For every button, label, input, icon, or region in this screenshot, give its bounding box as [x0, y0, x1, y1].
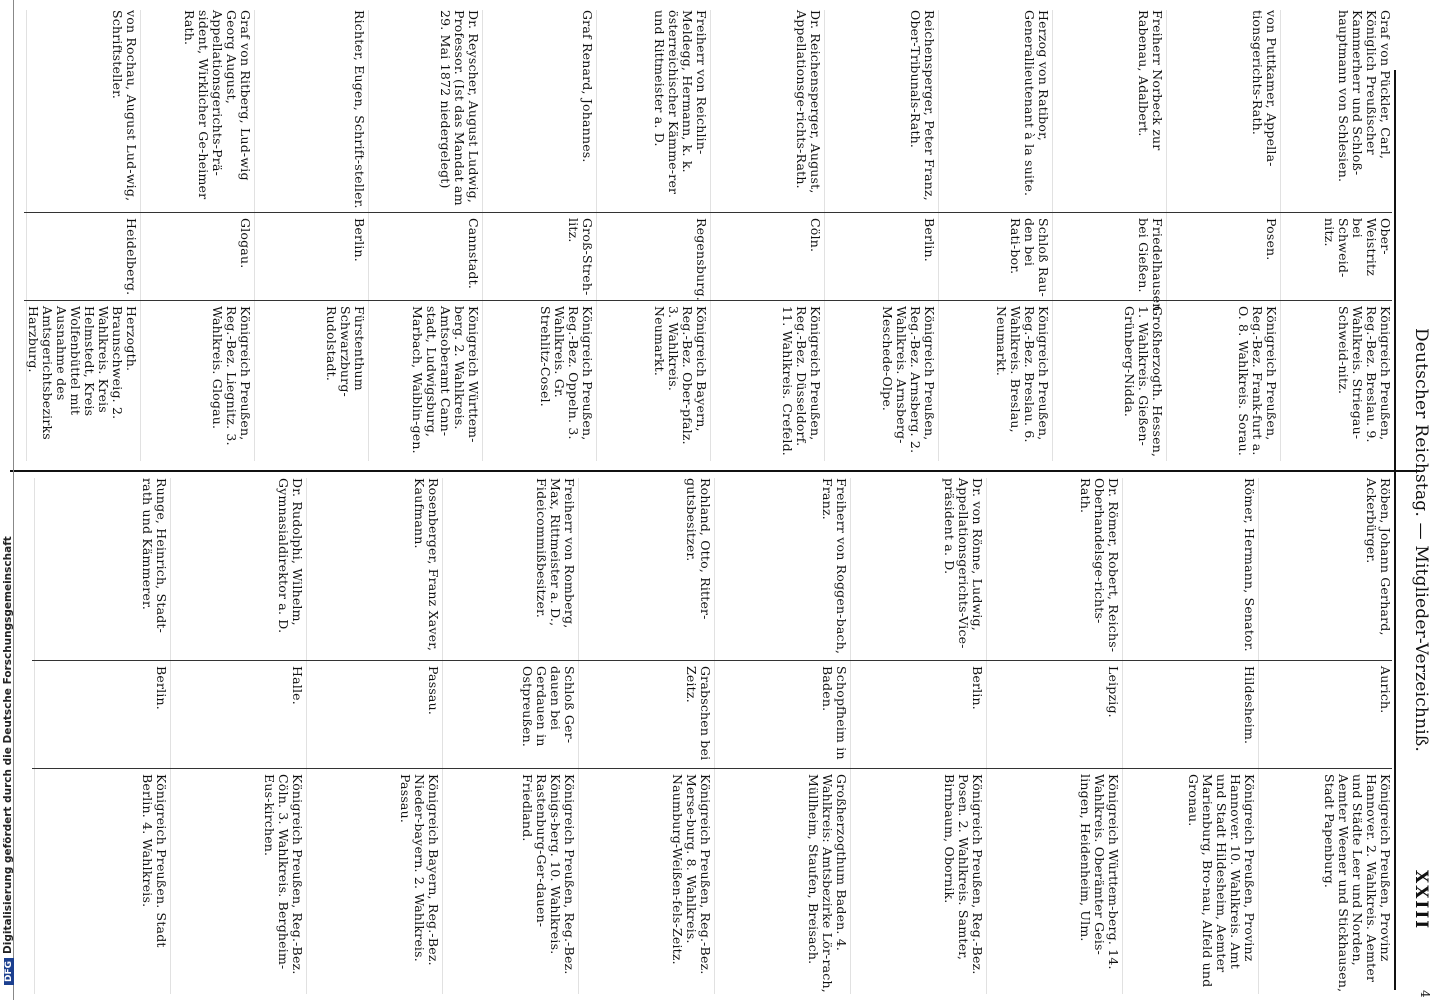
row-divider — [1122, 478, 1123, 994]
row-residence: Schloß Rau-den bei Rati-bor. — [1008, 218, 1051, 298]
row-divider — [938, 10, 939, 461]
row-residence: Halle. — [290, 666, 305, 705]
row-residence: Cöln. — [808, 218, 823, 253]
row-district: Königreich Preußen, Reg.-Bez. Arnsberg. 2. Wahlkreis. Arnsberg-Meschede-Olpe. — [880, 306, 937, 454]
row-divider — [850, 478, 851, 994]
row-divider — [368, 10, 369, 461]
row-district: Königreich Preußen, Reg.-Bez. Oppeln. 3. Wahlkreis. Gr. Strehlitz-Cosel. — [538, 306, 595, 441]
row-residence: Leipzig. — [1106, 666, 1121, 718]
row-district: Königreich Württem-berg. 14. Wahlkreis. Oberämter Geis-lingen, Heidenheim, Ulm. — [1078, 774, 1121, 970]
dfg-logo: DFG — [4, 958, 14, 985]
row-divider — [34, 478, 35, 994]
row-district: Königreich Preußen, Reg.-Bez. Liegnitz. 3. Wahlkreis. Glogau. — [210, 306, 253, 446]
row-residence: Berlin. — [154, 666, 169, 710]
row-district: Königreich Preußen, Reg.-Bez. Posen. 2. Wahlkreis. Samter, Birnbaum, Obornik. — [942, 774, 985, 975]
row-district: Königreich Preußen, Provinz Hannover. 2. Wahlkreis. Aemter und Städte Leer und Norden, Aemter Weener und Stickhausen, Stadt Papenburg. — [1322, 774, 1393, 993]
page-seam-line — [10, 470, 1420, 472]
row-residence: Ober-Weistritz bei Schweid-nitz. — [1322, 218, 1393, 278]
row-name: Freiherr von Romberg, Max, Rittmeister a. D., Fideicommißbesitzer. — [534, 478, 577, 629]
row-district: Königreich Bayern, Reg.-Bez. Ober-pfalz. 3. Wahlkreis. Neumarkt. — [652, 306, 709, 445]
row-residence: Groß-Streh-litz. — [566, 218, 595, 296]
row-divider — [714, 478, 715, 994]
row-residence: Schopfheim in Baden. — [820, 666, 849, 760]
row-residence: Schloß Ger-dauen bei Gerdauen in Ostpreußen. — [520, 666, 577, 748]
row-name: Graf Renard, Johannes. — [580, 10, 595, 163]
row-name: Rohland, Otto, Ritter-gutsbesitzer. — [684, 478, 713, 620]
row-name: Röben, Johann Gerhard, Ackerbürger. — [1364, 478, 1393, 636]
header-rule — [1394, 70, 1396, 990]
row-name: von Puttkamer, Appella-tionsgerichts-Rath. — [1250, 10, 1279, 167]
page-title: Deutscher Reichstag. — Mitglieder-Verzeichniß. — [1411, 327, 1431, 753]
row-district: Fürstenthum Schwarzburg-Rudolstadt. — [324, 306, 367, 397]
row-district: Königreich Preußen, Reg.-Bez. Frank-furt a. O. 8. Wahlkreis. Sorau. — [1236, 306, 1279, 457]
row-residence: Berlin. — [352, 218, 367, 262]
row-district: Königreich Preußen, Reg.-Bez. Cöln. 3. Wahlkreis. Bergheim-Eus-kirchen. — [262, 774, 305, 975]
row-divider — [986, 478, 987, 994]
row-divider — [1280, 10, 1281, 461]
column-rule — [24, 212, 1392, 213]
corner-mark: 4 — [1418, 990, 1432, 998]
row-district: Königreich Preußen. Stadt Berlin. 4. Wahlkreis. — [140, 774, 169, 948]
row-divider — [710, 10, 711, 461]
column-rule — [24, 300, 1392, 301]
row-divider — [824, 10, 825, 461]
row-name: Freiherr Norbeck zur Rabenau, Adalbert. — [1136, 10, 1165, 151]
funding-credit — [2, 536, 16, 985]
row-district: Königreich Preußen, Reg.-Bez. Merse-burg. 8. Wahlkreis. Naumburg-Weißen-fels-Zeitz. — [670, 774, 713, 975]
row-residence: Berlin. — [970, 666, 985, 710]
row-district: Königreich Preußen, Reg.-Bez. Düsseldorf. 11. Wahlkreis. Crefeld. — [780, 306, 823, 456]
row-divider — [254, 10, 255, 461]
column-rule — [32, 768, 1392, 769]
row-name: Graf von Pückler, Carl, Königlich Preußischer Kammerherr und Schloß-hauptmann von Schlesien. — [1336, 10, 1393, 183]
row-residence: Hildesheim. — [1242, 666, 1257, 745]
row-name: Freiherr von Roggen-bach, Franz. — [820, 478, 849, 655]
funding-credit-text: Digitalisierung gefördert durch die Deutsche Forschungsgemeinschaft — [2, 536, 14, 954]
row-divider — [1258, 478, 1259, 994]
row-name: Dr. Reichensperger, August, Appellationsge-richts-Rath. — [794, 10, 823, 194]
row-district: Königreich Preußen, Reg.-Bez. Königs-berg. 10. Wahlkreis. Rastenburg-Ger-dauen-Friedland. — [520, 774, 577, 975]
row-district: Großherzogthum Baden. 4. Wahlkreis: Amtsbezirke Lör-rach, Müllheim, Staufen, Breisach. — [806, 774, 849, 993]
row-name: Dr. Reyscher, August Ludwig, Professor. (Ist das Mandat am 29. Mai 1872 niedergelegt) — [438, 10, 481, 206]
row-name: Richter, Eugen, Schrift-steller. — [352, 10, 367, 209]
row-residence: Aurich. — [1378, 666, 1393, 714]
row-name: Herzog von Ratibor, Generallieutenant à la suite. — [1022, 10, 1051, 197]
row-name: Dr. von Rönne, Ludwig, Appellationsgerichts-Vice-präsident a. D. — [942, 478, 985, 649]
page-number: XXIII — [1411, 870, 1431, 931]
row-residence: Grabschen bei Zeitz. — [684, 666, 713, 761]
row-district: Königreich Preußen, Reg.-Bez. Breslau. 9. Wahlkreis. Striegau-Schweid-nitz. — [1336, 306, 1393, 443]
row-divider — [442, 478, 443, 994]
row-divider — [1166, 10, 1167, 461]
row-district: Herzogth. Braunschweig. 2. Wahlkreis. Kreis Helmstedt, Kreis Wolfenbüttel mit Ausnahme des Amtsgerichtsbezirks Harzburg. — [26, 306, 139, 440]
row-district: Großherzogth. Hessen, 1. Wahlkreis. Gießen-Grünberg-Nidda. — [1122, 306, 1165, 458]
row-residence: Cannstadt. — [466, 218, 481, 290]
row-divider — [170, 478, 171, 994]
row-residence: Berlin. — [922, 218, 937, 262]
row-residence: Friedelhausen bei Gießen. — [1136, 218, 1165, 312]
row-district: Königreich Preußen, Provinz Hannover. 10. Wahlkreis. Amt und Stadt Hildesheim, Aemter Marienburg, Bro-nau, Alfeld und Gronau. — [1186, 774, 1257, 988]
row-residence: Heidelberg. — [124, 218, 139, 296]
row-district: Königreich Bayern, Reg.-Bez. Nieder-bayern. 2. Wahlkreis. Passau. — [398, 774, 441, 966]
row-divider — [26, 10, 27, 461]
row-divider — [140, 10, 141, 461]
row-residence: Passau. — [426, 666, 441, 716]
row-divider — [578, 478, 579, 994]
row-name: Dr. Römer, Robert, Reichs-Oberhandelsge-richts-Rath. — [1078, 478, 1121, 653]
column-rule — [32, 660, 1392, 661]
page-header — [1402, 0, 1431, 1000]
row-residence: Posen. — [1264, 218, 1279, 261]
row-name: Runge, Heinrich, Stadt-rath und Kämmerer. — [140, 478, 169, 634]
scan-margin — [0, 0, 20, 1000]
row-name: Freiherr von Reichlin-Meldegg, Hermann, k. k. österreichischer Kämme-rer und Rittmeister a. D. — [652, 10, 709, 195]
row-name: Reichensperger, Peter Franz, Ober-Tribunals-Rath. — [908, 10, 937, 201]
row-divider — [482, 10, 483, 461]
row-name: Graf von Ritberg, Lud-wig Georg August, Appellationsgerichts-Prä-sident, Wirklicher Ge-heimer Rath. — [182, 10, 253, 200]
row-district: Königreich Preußen, Reg.-Bez. Breslau. 6. Wahlkreis. Breslau, Neumarkt. — [994, 306, 1051, 443]
row-residence: Regensburg. — [694, 218, 709, 301]
row-name: Dr. Rudolphi, Wilhelm, Gymnasialdirektor a. D. — [276, 478, 305, 634]
row-divider — [1052, 10, 1053, 461]
row-name: von Rochau, August Lud-wig, Schriftsteller. — [110, 10, 139, 202]
row-residence: Glogau. — [238, 218, 253, 269]
row-name: Rosenberger, Franz Xaver, Kaufmann. — [412, 478, 441, 652]
row-divider — [306, 478, 307, 994]
row-name: Römer, Hermann, Senator. — [1242, 478, 1257, 652]
row-district: Königreich Württem-berg. 2. Wahlkreis. Amtsoberamt Cann-stadt, Ludwigsburg, Marbach, Waiblin-gen. — [410, 306, 481, 454]
row-divider — [596, 10, 597, 461]
